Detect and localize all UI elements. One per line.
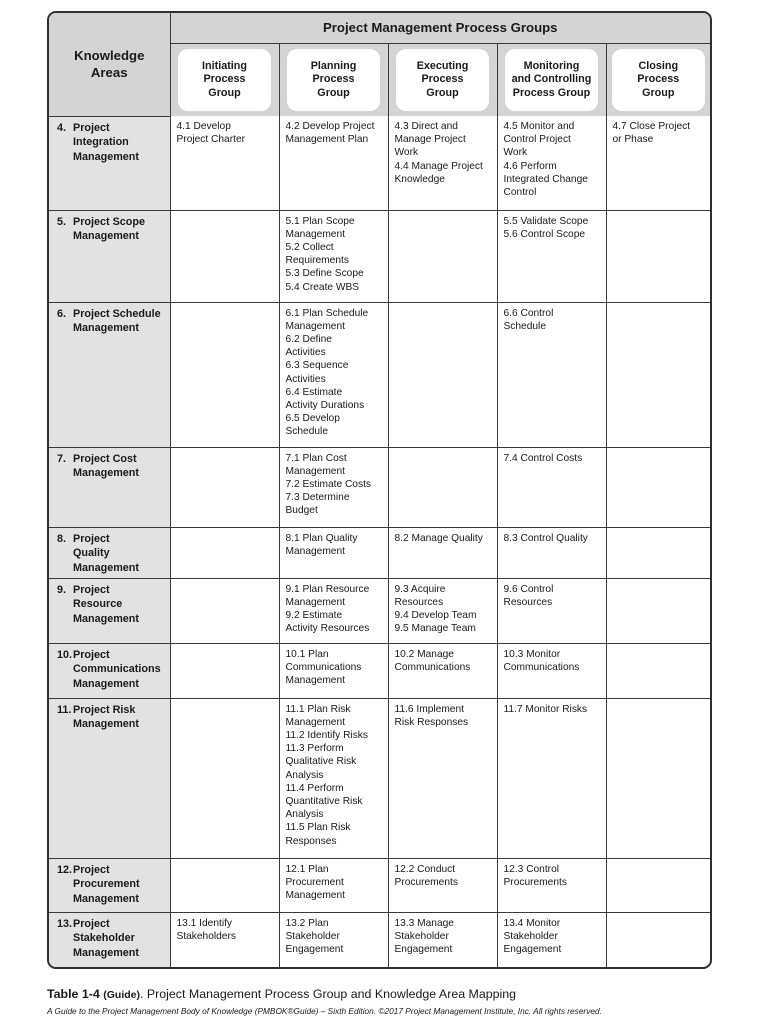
group-header-initiating	[170, 44, 279, 117]
mapping-table	[49, 13, 710, 967]
process-cell-planning: 13.2 Plan Stakeholder Engagement	[279, 912, 388, 967]
knowledge-area-cell	[49, 578, 170, 643]
process-cell-executing: 12.2 Conduct Procurements	[388, 858, 497, 912]
table-row	[49, 302, 710, 447]
caption-guide: (Guide)	[103, 989, 140, 1001]
table-row	[49, 858, 710, 912]
knowledge-area-number: 8.	[57, 532, 67, 545]
process-cell-closing	[606, 578, 710, 643]
knowledge-area-cell	[49, 210, 170, 302]
group-label-initiating: Initiating Process Group	[178, 49, 271, 111]
knowledge-area-number: 6.	[57, 307, 67, 320]
process-cell-monitoring: 5.5 Validate Scope 5.6 Control Scope	[497, 210, 606, 302]
process-cell-monitoring: 7.4 Control Costs	[497, 447, 606, 527]
knowledge-areas-header-text: Knowledge Areas	[74, 48, 145, 81]
table-row	[49, 527, 710, 578]
process-cell-closing	[606, 447, 710, 527]
group-label-planning: Planning Process Group	[287, 49, 380, 111]
caption-text: . Project Management Process Group and Knowledge Area Mapping	[140, 987, 517, 1001]
process-cell-closing	[606, 858, 710, 912]
process-cell-closing	[606, 643, 710, 698]
table-row	[49, 912, 710, 967]
table-row	[49, 447, 710, 527]
process-cell-monitoring: 4.5 Monitor and Control Project Work 4.6 Perform Integrated Change Control	[497, 116, 606, 210]
process-cell-executing: 4.3 Direct and Manage Project Work 4.4 Manage Project Knowledge	[388, 116, 497, 210]
knowledge-area-name: Project Integration Management	[73, 121, 139, 163]
process-cell-planning: 12.1 Plan Procurement Management	[279, 858, 388, 912]
knowledge-area-number: 4.	[57, 121, 67, 134]
knowledge-area-number: 9.	[57, 583, 67, 596]
knowledge-area-name: Project Stakeholder Management	[73, 917, 139, 959]
knowledge-area-cell	[49, 858, 170, 912]
knowledge-area-name: Project Procurement Management	[73, 863, 140, 905]
process-cell-closing	[606, 698, 710, 858]
knowledge-area-name: Project Schedule Management	[73, 307, 161, 334]
process-cell-initiating	[170, 698, 279, 858]
process-cell-initiating	[170, 858, 279, 912]
knowledge-area-name: Project Risk Management	[73, 703, 139, 730]
group-label-monitoring: Monitoring and Controlling Process Group	[505, 49, 598, 111]
process-cell-initiating: 4.1 Develop Project Charter	[170, 116, 279, 210]
process-cell-monitoring: 12.3 Control Procurements	[497, 858, 606, 912]
process-groups-title: Project Management Process Groups	[170, 13, 710, 44]
process-cell-monitoring: 13.4 Monitor Stakeholder Engagement	[497, 912, 606, 967]
process-cell-monitoring: 10.3 Monitor Communications	[497, 643, 606, 698]
table-row	[49, 116, 710, 210]
process-cell-executing: 11.6 Implement Risk Responses	[388, 698, 497, 858]
process-cell-closing	[606, 302, 710, 447]
table-row	[49, 698, 710, 858]
knowledge-area-cell	[49, 912, 170, 967]
process-cell-planning: 8.1 Plan Quality Management	[279, 527, 388, 578]
process-cell-executing	[388, 447, 497, 527]
process-cell-monitoring: 11.7 Monitor Risks	[497, 698, 606, 858]
process-cell-closing: 4.7 Close Project or Phase	[606, 116, 710, 210]
table-row	[49, 578, 710, 643]
knowledge-area-name: Project Resource Management	[73, 583, 139, 625]
knowledge-area-number: 12.	[57, 863, 73, 876]
process-cell-monitoring: 6.6 Control Schedule	[497, 302, 606, 447]
knowledge-areas-header	[49, 13, 170, 116]
group-header-executing	[388, 44, 497, 117]
source-citation: A Guide to the Project Management Body of Knowledge (PMBOK®Guide) – Sixth Edition. ©2017 Project Management Institute, Inc. All rights reserved.	[47, 1006, 602, 1016]
process-cell-initiating	[170, 643, 279, 698]
process-cell-executing: 8.2 Manage Quality	[388, 527, 497, 578]
knowledge-area-name: Project Cost Management	[73, 452, 139, 479]
process-cell-executing: 10.2 Manage Communications	[388, 643, 497, 698]
knowledge-area-cell	[49, 447, 170, 527]
process-cell-monitoring: 8.3 Control Quality	[497, 527, 606, 578]
knowledge-area-number: 7.	[57, 452, 67, 465]
knowledge-area-cell	[49, 116, 170, 210]
process-cell-monitoring: 9.6 Control Resources	[497, 578, 606, 643]
process-cell-planning: 11.1 Plan Risk Management 11.2 Identify Risks 11.3 Perform Qualitative Risk Analysis 11.4 Perform Quantitative Risk Analysis 11.5 Plan Risk Responses	[279, 698, 388, 858]
knowledge-area-name: Project Scope Management	[73, 215, 146, 242]
knowledge-area-name: Project Quality Management	[73, 532, 139, 574]
knowledge-area-name: Project Communications Management	[73, 648, 161, 690]
process-cell-planning: 4.2 Develop Project Management Plan	[279, 116, 388, 210]
knowledge-area-cell	[49, 302, 170, 447]
group-header-planning	[279, 44, 388, 117]
process-cell-planning: 10.1 Plan Communications Management	[279, 643, 388, 698]
process-cell-planning: 6.1 Plan Schedule Management 6.2 Define Activities 6.3 Sequence Activities 6.4 Estimate Activity Durations 6.5 Develop Schedule	[279, 302, 388, 447]
knowledge-area-number: 11.	[57, 703, 72, 716]
process-cell-executing: 9.3 Acquire Resources 9.4 Develop Team 9.5 Manage Team	[388, 578, 497, 643]
process-cell-initiating	[170, 527, 279, 578]
mapping-table-frame	[47, 11, 712, 969]
process-cell-executing	[388, 210, 497, 302]
process-cell-closing	[606, 527, 710, 578]
process-cell-initiating	[170, 578, 279, 643]
process-cell-executing: 13.3 Manage Stakeholder Engagement	[388, 912, 497, 967]
knowledge-area-number: 10.	[57, 648, 73, 661]
knowledge-area-cell	[49, 643, 170, 698]
process-cell-planning: 9.1 Plan Resource Management 9.2 Estimate Activity Resources	[279, 578, 388, 643]
table-caption	[47, 987, 516, 1001]
process-cell-planning: 7.1 Plan Cost Management 7.2 Estimate Costs 7.3 Determine Budget	[279, 447, 388, 527]
process-cell-planning: 5.1 Plan Scope Management 5.2 Collect Requirements 5.3 Define Scope 5.4 Create WBS	[279, 210, 388, 302]
process-cell-initiating: 13.1 Identify Stakeholders	[170, 912, 279, 967]
group-header-monitoring	[497, 44, 606, 117]
group-header-closing	[606, 44, 710, 117]
process-cell-closing	[606, 210, 710, 302]
knowledge-area-cell	[49, 698, 170, 858]
process-cell-initiating	[170, 447, 279, 527]
knowledge-area-number: 5.	[57, 215, 67, 228]
knowledge-area-number: 13.	[57, 917, 73, 930]
group-label-executing: Executing Process Group	[396, 49, 489, 111]
group-label-closing: Closing Process Group	[612, 49, 705, 111]
process-cell-initiating	[170, 302, 279, 447]
table-row	[49, 210, 710, 302]
knowledge-area-cell	[49, 527, 170, 578]
process-cell-closing	[606, 912, 710, 967]
table-row	[49, 643, 710, 698]
caption-label: Table 1-4	[47, 987, 100, 1001]
process-cell-executing	[388, 302, 497, 447]
process-cell-initiating	[170, 210, 279, 302]
